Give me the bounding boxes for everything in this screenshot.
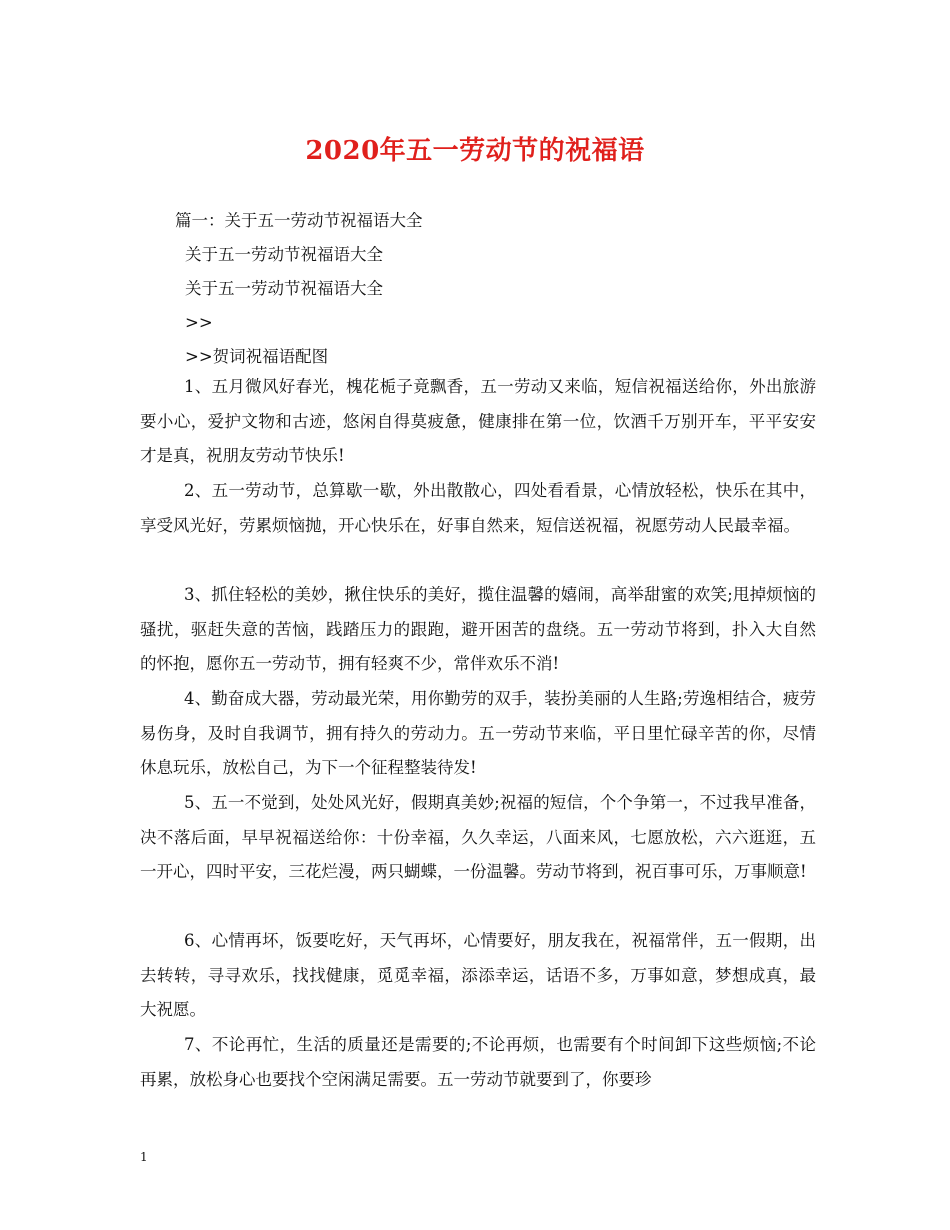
greeting-paragraph-1: 1、五月微风好春光，槐花栀子竟飘香，五一劳动又来临，短信祝福送给你，外出旅游要小心，爱护文物和古迹，悠闲自得莫疲惫，健康排在第一位，饮酒千万别开车，平平安安才是真，祝朋友劳动节快乐!	[140, 377, 816, 465]
subheading-line: 关于五一劳动节祝福语大全	[185, 279, 383, 298]
image-caption-line: >>贺词祝福语配图	[185, 347, 329, 366]
link-arrow-line: >>	[185, 313, 213, 332]
document-title: 2020年五一劳动节的祝福语	[305, 136, 645, 166]
greeting-paragraph-6: 6、心情再坏，饭要吃好，天气再坏，心情要好，朋友我在，祝福常伴，五一假期，出去转转，寻寻欢乐，找找健康，觅觅幸福，添添幸运，话语不多，万事如意，梦想成真，最大祝愿。	[140, 931, 816, 1019]
greeting-paragraph-2: 2、五一劳动节，总算歇一歇，外出散散心，四处看看景，心情放轻松，快乐在其中，享受风光好，劳累烦恼抛，开心快乐在，好事自然来，短信送祝福，祝愿劳动人民最幸福。	[140, 481, 816, 535]
section-heading: 篇一：关于五一劳动节祝福语大全	[175, 211, 423, 230]
greeting-paragraph-4: 4、勤奋成大器，劳动最光荣，用你勤劳的双手，装扮美丽的人生路;劳逸相结合，疲劳易伤身，及时自我调节，拥有持久的劳动力。五一劳动节来临，平日里忙碌辛苦的你，尽情休息玩乐，放松自己，为下一个征程整装待发!	[140, 689, 816, 777]
subheading-line: 关于五一劳动节祝福语大全	[185, 245, 383, 264]
page-number: 1	[140, 1150, 148, 1164]
greeting-paragraph-7: 7、不论再忙，生活的质量还是需要的;不论再烦，也需要有个时间卸下这些烦恼;不论再累，放松身心也要找个空闲满足需要。五一劳动节就要到了，你要珍	[140, 1035, 816, 1089]
greeting-paragraph-3: 3、抓住轻松的美妙，揪住快乐的美好，揽住温馨的嬉闹，高举甜蜜的欢笑;甩掉烦恼的骚扰，驱赶失意的苦恼，践踏压力的跟跑，避开困苦的盘绕。五一劳动节将到，扑入大自然的怀抱，愿你五一劳动节，拥有轻爽不少，常伴欢乐不消!	[140, 585, 816, 673]
greeting-paragraph-5: 5、五一不觉到，处处风光好，假期真美妙;祝福的短信，个个争第一，不过我早准备，决不落后面，早早祝福送给你：十份幸福，久久幸运，八面来风，七愿放松，六六逛逛，五一开心，四时平安，三花烂漫，两只蝴蝶，一份温馨。劳动节将到，祝百事可乐，万事顺意!	[140, 793, 816, 881]
